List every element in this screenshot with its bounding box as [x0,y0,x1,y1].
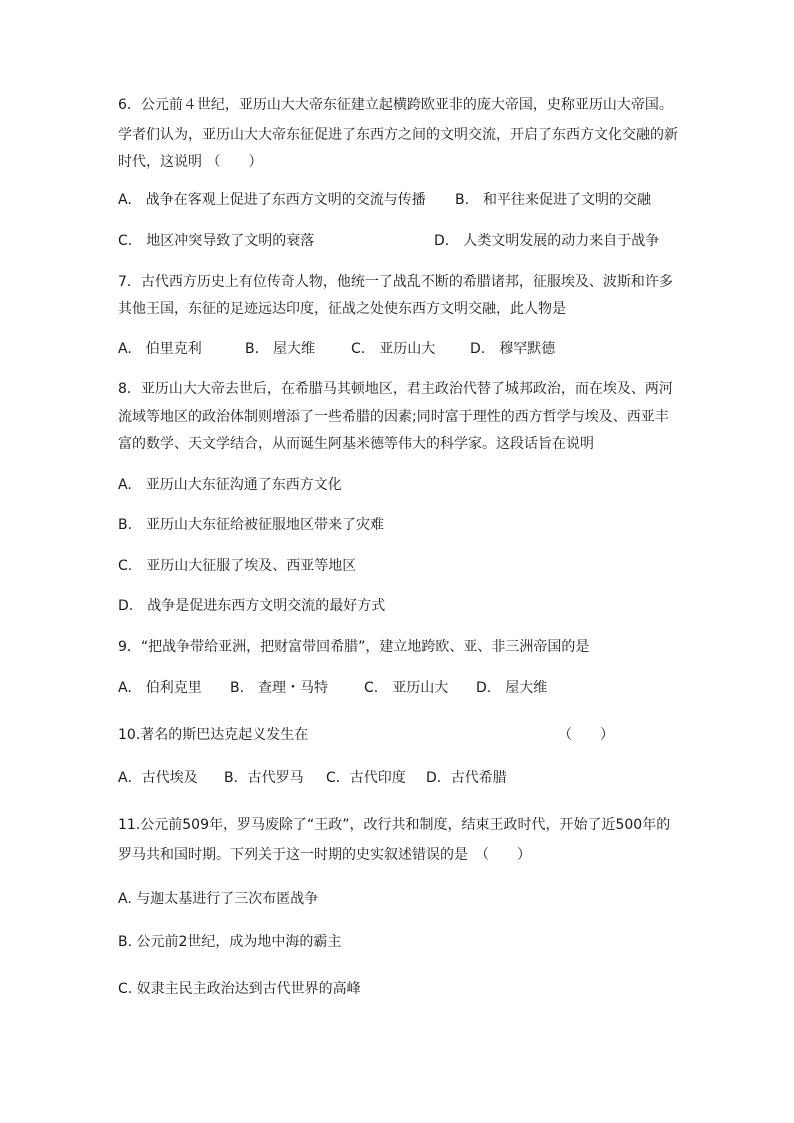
q9-option-a: A. 伯利克里 [118,680,202,696]
q6-stem-line-3: 时代，这说明 （ ） [118,154,263,170]
q7-stem-line-2: 其他王国，东征的足迹远达印度，征战之处使东西方文明交融，此人物是 [118,301,566,317]
q10-option-b: B．古代罗马 [224,770,304,786]
q7-option-a: A. 伯里克利 [118,341,202,357]
q9-stem-line-1: 9．“把战争带给亚洲，把财富带回希腊”，建立地跨欧、亚、非三洲帝国的是 [118,639,590,655]
q8-stem-line-3: 富的数学、天文学结合，从而诞生阿基米德等伟大的科学家。这段话旨在说明 [118,436,594,452]
q9-option-c: C. 亚历山大 [364,680,449,696]
q6-option-b: B. 和平往来促进了文明的交融 [455,192,652,208]
q6-stem-line-2: 学者们认为，亚历山大大帝东征促进了东西方之间的文明交流，开启了东西方文化交融的新 [118,127,678,143]
q10-option-c: C．古代印度 [326,770,406,786]
q11-stem-line-1: 11.公元前509年，罗马废除了“王政”，改行共和制度，结束王政时代，开始了近500年的 [118,817,671,833]
q7-option-d: D. 穆罕默德 [470,341,556,357]
q6-stem-line-1: 6．公元前４世纪，亚历山大大帝东征建立起横跨欧亚非的庞大帝国，史称亚历山大帝国。 [118,97,673,113]
q8-stem-line-1: 8．亚历山大大帝去世后，在希腊马其顿地区，君主政治代替了城邦政治，而在埃及、两河 [118,381,673,397]
q8-option-c: C. 亚历山大征服了埃及、西亚等地区 [118,558,357,574]
q11-option-b: B. 公元前2世纪，成为地中海的霸主 [118,934,342,950]
q7-option-c: C. 亚历山大 [351,341,436,357]
q6-option-a: A. 战争在客观上促进了东西方文明的交流与传播 [118,192,426,208]
q10-option-a: A．古代埃及 [118,770,198,786]
q11-option-c: C. 奴隶主民主政治达到古代世界的高峰 [118,981,361,997]
q6-option-d: D. 人类文明发展的动力来自于战争 [434,233,660,249]
q9-option-d: D. 屋大维 [476,680,548,696]
q10-stem-line-1: 10.著名的斯巴达克起义发生在 [118,727,309,743]
q7-stem-line-1: 7．古代西方历史上有位传奇人物，他统一了战乱不断的希腊诸邦，征服埃及、波斯和许多 [118,274,673,290]
q7-option-b: B. 屋大维 [245,341,316,357]
q8-option-d: D. 战争是促进东西方文明交流的最好方式 [118,598,386,614]
q8-option-b: B. 亚历山大东征给被征服地区带来了灾难 [118,517,385,533]
q10-option-d: D．古代希腊 [426,770,507,786]
q8-stem-line-2: 流域等地区的政治体制则增添了一些希腊的因素;同时富于理性的西方哲学与埃及、西亚丰 [118,409,669,425]
q8-option-a: A. 亚历山大东征沟通了东西方文化 [118,477,342,493]
q9-option-b: B. 查理・马特 [230,680,329,696]
q6-option-c: C. 地区冲突导致了文明的衰落 [118,233,315,249]
q11-option-a: A. 与迦太基进行了三次布匿战争 [118,891,319,907]
q11-stem-line-2: 罗马共和国时期。下列关于这一时期的史实叙述错误的是 （ ） [118,847,531,863]
q10-answer-paren: （ ） [558,727,614,743]
